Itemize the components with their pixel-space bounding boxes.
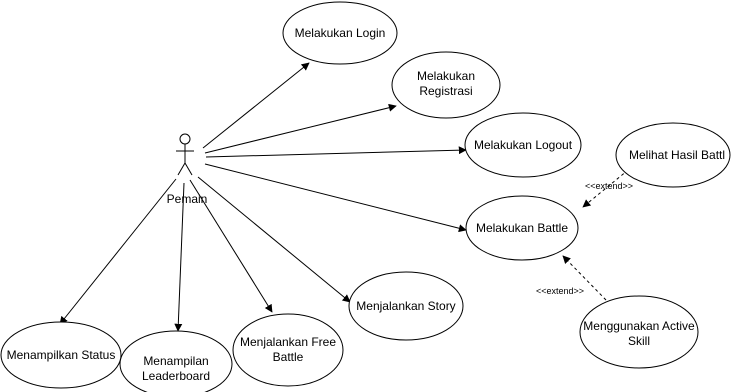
- usecase-leaderboard-label-line1: Menampilan: [143, 354, 209, 368]
- usecase-registrasi-label-line2: Registrasi: [419, 84, 473, 98]
- usecase-leaderboard-label-line2: Leaderboard: [141, 369, 211, 383]
- extend-label-hasil: <<extend>>: [585, 181, 634, 191]
- assoc-registrasi: [205, 106, 396, 153]
- assoc-login: [203, 63, 309, 148]
- usecase-battle-label: Melakukan Battle: [475, 221, 569, 235]
- assoc-free: [190, 180, 272, 312]
- usecase-free-label-line2: Battle: [272, 350, 304, 364]
- usecase-skill-label-line2: Skill: [627, 334, 651, 348]
- usecase-hasil-label: Melihat Hasil Battl: [629, 148, 726, 162]
- usecase-skill-label-line1: Menggunakan Active: [583, 319, 695, 333]
- usecase-free-label-line1: Menjalankan Free: [239, 335, 337, 349]
- usecase-registrasi-label-line1: Melakukan: [416, 69, 476, 83]
- actor-stick-figure: [176, 134, 194, 175]
- usecase-story-label: Menjalankan Story: [356, 299, 456, 313]
- assoc-battle: [205, 164, 466, 230]
- usecase-logout-label: Melakukan Logout: [473, 138, 573, 152]
- actor-name: Pemain: [166, 192, 208, 206]
- usecase-status-label: Menampilkan Status: [6, 348, 116, 362]
- extend-label-skill: <<extend>>: [536, 286, 585, 296]
- assoc-status: [60, 179, 176, 324]
- assoc-story: [198, 177, 350, 302]
- usecase-login-label: Melakukan Login: [294, 26, 386, 40]
- assoc-logout: [206, 150, 466, 157]
